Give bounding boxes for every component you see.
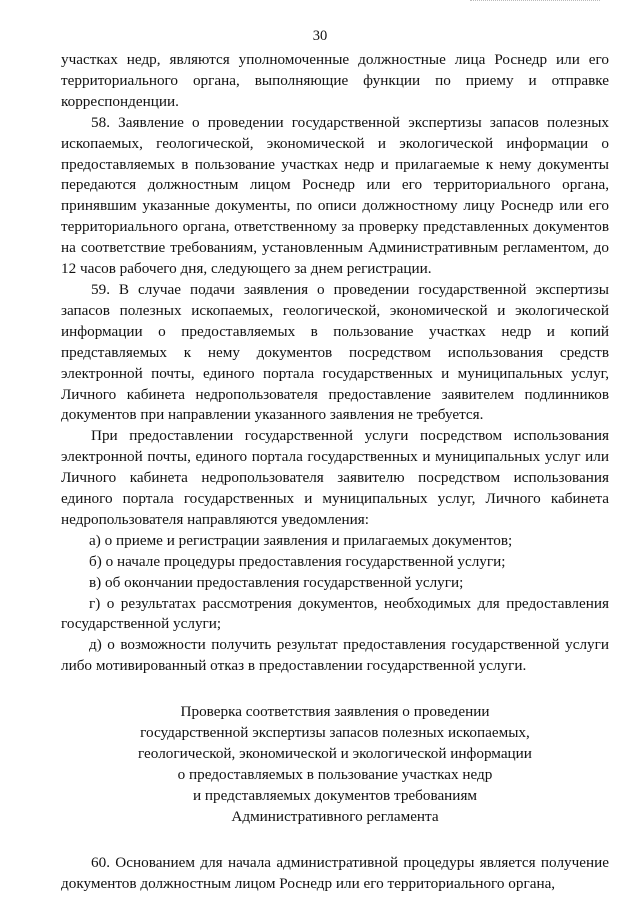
page-number: 30: [312, 28, 328, 44]
paragraph-59: 59. В случае подачи заявления о проведении государственной экспертизы запасов полезных ископаемых, геологической, экономической и экологической информации о предоставляемых в пользование участках недр и копий представляемых к нему документов посредством использования средств электронной почты, единого портала государственных и муниципальных услуг, Личного кабинета недропользователя предоставление заявителем подлинников документов при направлении указанного заявления не требуется.: [61, 280, 609, 424]
list-item-d: д) о возможности получить результат предоставления государственной услуги либо мотивированный отказ в предоставлении государственной услуги.: [61, 636, 609, 675]
scan-artifact: [470, 0, 600, 4]
paragraph-continued: участках недр, являются уполномоченные должностные лица Роснедр или его территориального органа, выполняющие функции по приему и отправке корреспонденции.: [61, 51, 609, 110]
section-heading: [61, 701, 609, 827]
section-heading-line: о предоставляемых в пользование участках недр: [177, 766, 493, 784]
paragraph-58: 58. Заявление о проведении государственной экспертизы запасов полезных ископаемых, геологической, экономической и экологической информации о предоставляемых в пользование участках недр и прилагаемые к нему документы передаются должностным лицом Роснедр или его территориального органа, принявшим указанные документы, по описи должностному лицу Роснедр или его территориального органа, ответственному за проверку представленных документов на соответствие требованиям, установленным Административным регламентом, до 12 часов рабочего дня, следующего за днем регистрации.: [61, 113, 609, 278]
list-item-b: б) о начале процедуры предоставления государственной услуги;: [89, 552, 506, 570]
paragraph-notifications: При предоставлении государственной услуги посредством использования электронной почты, единого портала государственных и муниципальных услуг или Личного кабинета недропользователя заявителю посредством использования единого портала государственных и муниципальных услуг, Личного кабинета недропользователя направляются уведомления:: [61, 427, 609, 528]
paragraph-60: 60. Основанием для начала административной процедуры является получение документов должностным лицом Роснедр или его территориального органа,: [61, 854, 609, 893]
list-item-a: а) о приеме и регистрации заявления и прилагаемых документов;: [89, 531, 513, 549]
section-heading-line: государственной экспертизы запасов полезных ископаемых,: [140, 724, 530, 742]
section-heading-line: Проверка соответствия заявления о проведении: [180, 703, 490, 721]
list-item-g: г) о результатах рассмотрения документов, необходимых для предоставления государственной услуги;: [61, 594, 609, 633]
section-heading-line: Административного регламента: [231, 808, 439, 826]
document-body: [61, 50, 609, 895]
list-item-v: в) об окончании предоставления государственной услуги;: [89, 573, 464, 591]
section-heading-line: геологической, экономической и экологической информации: [138, 745, 532, 763]
section-heading-line: и представляемых документов требованиям: [192, 787, 478, 805]
